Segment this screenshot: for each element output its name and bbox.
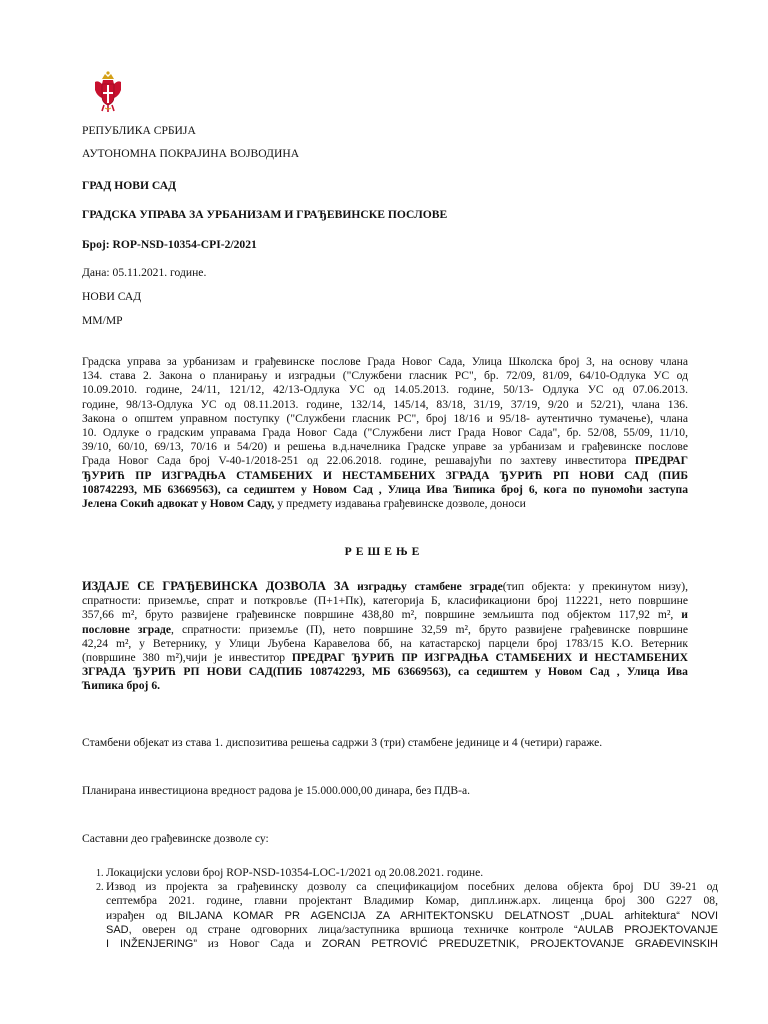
list-item-text: оверен од стране одговорних лица/заступника вршиоца техничке контроле — [142, 922, 564, 936]
republic-label: РЕПУБЛИКА СРБИЈА — [82, 124, 196, 137]
list-item-text: израђен од — [106, 908, 168, 922]
intro-line: 39/10, 60/10, 69/13, 70/16 и 54/20) и решења в.д.начелника Градске управе за урбанизам и грађевинске послове — [82, 440, 688, 454]
decision-line: Ћипика број 6. — [82, 679, 161, 693]
decision-line — [82, 651, 688, 665]
decision-heading: ИЗДАЈЕ СЕ ГРАЂЕВИНСКА ДОЗВОЛА ЗА — [82, 579, 350, 593]
investor-line — [82, 497, 688, 511]
decision-type: (тип објекта: у прекинутом низу), — [502, 580, 688, 593]
decision-line — [82, 665, 688, 679]
list-item-line — [106, 909, 718, 923]
list-item-text: 1. Локацијски услови број ROP-NSD-10354-LOC-1/2021 од 20.08.2021. године. — [106, 866, 484, 879]
decision-title: РЕШЕЊЕ — [344, 545, 424, 558]
document-number: Број: ROP-NSD-10354-CPI-2/2021 — [82, 238, 257, 251]
department-label: ГРАДСКА УПРАВА ЗА УРБАНИЗАМ И ГРАЂЕВИНСКЕ ПОСЛОВЕ — [82, 208, 448, 221]
units-paragraph: Стамбени објекат из става 1. диспозитива решења садржи 3 (три) стамбене јединице и 4 (четири) гараже. — [82, 736, 603, 749]
investor-line: 108742293, МБ 63669563), са седиштем у Новом Сад , Улица Ива Ћипика број 6, кога по пуномоћи заступа — [82, 482, 688, 496]
intro-line: 134. става 2. Закона о планирању и изградњи ("Службени гласник РС", бр. 72/09, 81/09, 64/10-Одлука УС од — [82, 369, 688, 383]
document-place: НОВИ САД — [82, 290, 142, 303]
intro-line: године, 98/13-Одлука УС од 08.11.2013. године, 132/14, 145/14, 83/18, 31/19, 37/19, 9/20 и 52/21), члана 136. — [82, 397, 688, 411]
decision-paragraph — [82, 579, 688, 694]
city-label: ГРАД НОВИ САД — [82, 179, 177, 192]
document-initials: ММ/МР — [82, 314, 123, 327]
province-label: АУТОНОМНА ПОКРАЈИНА ВОЈВОДИНА — [82, 147, 300, 160]
intro-line: Закона о општем управном поступку ("Службени гласник РС", број 18/16 и 95/18- аутентично тумачење), члана — [82, 411, 688, 425]
designer-city: SAD, — [106, 923, 132, 936]
value-paragraph: Планирана инвестициона вредност радова је 15.000.000,00 динара, без ПДВ-а. — [82, 784, 471, 797]
investor-name: ЂУРИЋ ПР ИЗГРАДЊА СТАМБЕНИХ И НЕСТАМБЕНИХ ЗГРАДА ЂУРИЋ РП НОВИ САД — [82, 468, 649, 482]
decision-and: и — [681, 608, 688, 622]
decision-line: спратности: приземље, спрат и поткровље (П+1+Пк), категорија Б, класификациони број 112221, нето површине — [82, 594, 688, 608]
attorney-name: Јелена Сокић адвокат у Новом Саду, — [82, 497, 275, 511]
serbian-coat-of-arms-icon — [93, 70, 123, 114]
designer-company: BILJANA KOMAR PR AGENCIJA ZA ARHITEKTONSKU DELATNOST „DUAL arhitektura“ NOVI — [178, 909, 718, 922]
decision-line — [82, 579, 688, 594]
second-company: ZORAN PETROVIĆ PREDUZETNIK, PROJEKTOVANJE GRAĐEVINSKIH — [321, 938, 719, 951]
investor-pib-label: (ПИБ — [658, 468, 688, 482]
decision-investor-pib: (ПИБ 108742293, МБ 63669563), са седиштем у Новом Сад , Улица Ива — [272, 665, 688, 679]
intro-paragraph — [82, 355, 688, 511]
list-item-line: 2. Извод из пројекта за грађевинску дозволу са спецификацијом посебних делова објекта број DU 39-21 од — [106, 880, 718, 894]
decision-line-text: , спратности: приземље (П), нето површине 32,59 m², бруто развијене грађевинске површине — [171, 622, 688, 636]
decision-business-building: пословне зграде — [82, 622, 172, 636]
investor-name-start: ПРЕДРАГ — [634, 454, 688, 468]
list-item-line: септембра 2021. године, главни пројектант Владимир Комар, дипл.инж.арх. лиценца број 300 G227 08, — [106, 894, 718, 908]
decision-line — [82, 623, 688, 637]
components-list — [82, 866, 718, 951]
intro-closing: у предмету издавања грађевинске дозволе, доноси — [277, 497, 526, 511]
components-title: Саставни део грађевинске дозволе су: — [82, 832, 269, 845]
intro-line — [82, 454, 688, 468]
control-company-cont: I INŽENJERING” — [106, 938, 197, 951]
list-item — [106, 866, 718, 880]
intro-line-text: Града Новог Сада број V-40-1/2018-251 од 22.06.2018. године, решавајући по захтеву инвеститора — [82, 454, 627, 468]
list-item-line — [106, 923, 718, 937]
decision-line: 42,24 m², у Ветернику, у Улици Љубена Каравелова бб, на катастарској парцели број 1783/15 К.О. Ветерник — [82, 636, 688, 650]
decision-line-text: 357,66 m², бруто развијене грађевинске површине 438,80 m², површине земљишта под објектом 117,92 m², — [82, 608, 674, 622]
control-company: “AULAB PROJEKTOVANJE — [573, 923, 718, 936]
intro-line: Градска управа за урбанизам и грађевинске послове Града Новог Сада, Улица Школска број 3, на основу члана — [82, 355, 688, 368]
decision-investor-cont: ЗГРАДА ЂУРИЋ РП НОВИ САД — [82, 665, 273, 679]
list-item — [106, 880, 718, 951]
list-item-line — [106, 937, 718, 951]
intro-line: 10. Одлуке о градским управама Града Новог Сада ("Службени лист Града Новог Сада", бр. 52/08, 55/09, 11/10, — [82, 426, 688, 440]
decision-line-text: (површине 380 m²),чији је инвеститор — [82, 651, 286, 665]
decision-investor: ПРЕДРАГ ЂУРИЋ ПР ИЗГРАДЊА СТАМБЕНИХ И НЕСТАМБЕНИХ — [291, 651, 688, 665]
document-date: Дана: 05.11.2021. године. — [82, 266, 207, 279]
decision-line — [82, 608, 688, 622]
list-item-text: из Новог Сада и — [207, 937, 312, 951]
investor-line — [82, 469, 688, 483]
decision-subject: изградњу стамбене зграде — [357, 580, 503, 593]
intro-line: 10.09.2010. године, 24/11, 121/12, 42/13-Одлука УС од 14.05.2013. године, 50/13- Одлука УС од 07.06.2013. — [82, 383, 688, 397]
